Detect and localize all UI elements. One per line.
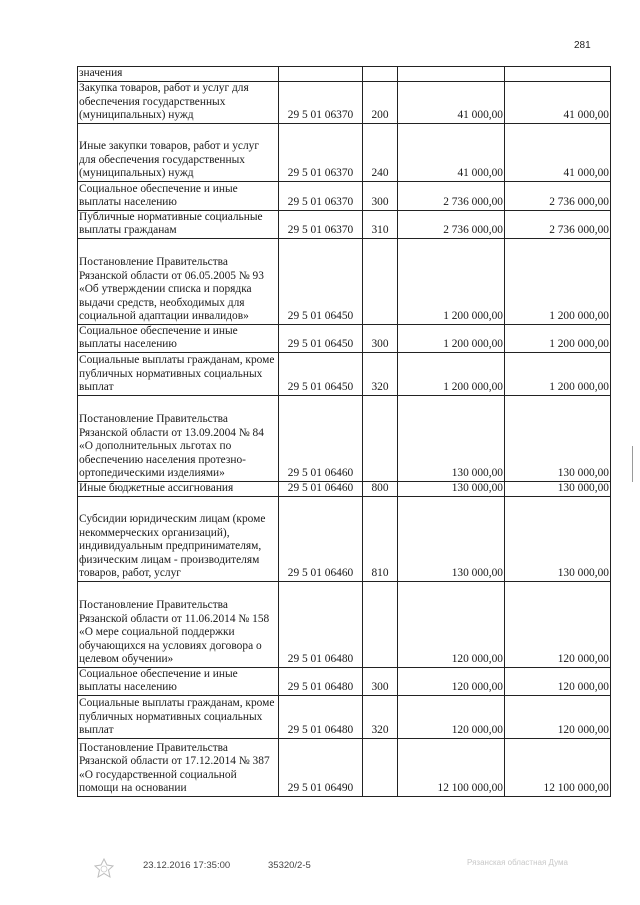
row-expense-type: 320 bbox=[363, 695, 398, 738]
row-amount-1: 130 000,00 bbox=[398, 481, 505, 496]
row-amount-1: 1 200 000,00 bbox=[398, 352, 505, 395]
row-amount-2: 1 200 000,00 bbox=[505, 324, 611, 352]
footer-document-code: 35320/2-5 bbox=[268, 860, 311, 871]
row-expense-type: 200 bbox=[363, 81, 398, 123]
row-amount-2: 120 000,00 bbox=[505, 667, 611, 695]
row-amount-2: 130 000,00 bbox=[505, 481, 611, 496]
row-expense-type: 320 bbox=[363, 352, 398, 395]
row-amount-1: 2 736 000,00 bbox=[398, 181, 505, 210]
row-target-code: 29 5 01 06460 bbox=[279, 395, 363, 481]
row-expense-type: 310 bbox=[363, 210, 398, 238]
row-amount-1: 120 000,00 bbox=[398, 581, 505, 667]
row-name: Постановление Правительства Рязанской области от 11.06.2014 № 158 «О мере социальной поддержки обучающихся на условиях договора о целевом обучении» bbox=[78, 581, 279, 667]
row-target-code: 29 5 01 06460 bbox=[279, 481, 363, 496]
table-body bbox=[78, 67, 611, 797]
table-row bbox=[78, 67, 611, 82]
row-expense-type: 300 bbox=[363, 667, 398, 695]
row-amount-1: 130 000,00 bbox=[398, 496, 505, 581]
row-expense-type bbox=[363, 581, 398, 667]
row-amount-2: 120 000,00 bbox=[505, 695, 611, 738]
row-target-code: 29 5 01 06450 bbox=[279, 238, 363, 324]
row-amount-1: 1 200 000,00 bbox=[398, 324, 505, 352]
row-expense-type: 300 bbox=[363, 324, 398, 352]
row-target-code bbox=[279, 67, 363, 82]
row-amount-2: 41 000,00 bbox=[505, 81, 611, 123]
row-expense-type bbox=[363, 67, 398, 82]
table-row bbox=[78, 667, 611, 695]
row-expense-type: 800 bbox=[363, 481, 398, 496]
row-amount-2: 41 000,00 bbox=[505, 123, 611, 181]
row-target-code: 29 5 01 06370 bbox=[279, 210, 363, 238]
row-expense-type bbox=[363, 395, 398, 481]
row-expense-type bbox=[363, 238, 398, 324]
table-row bbox=[78, 581, 611, 667]
row-name: Социальное обеспечение и иные выплаты населению bbox=[78, 667, 279, 695]
row-amount-1 bbox=[398, 67, 505, 82]
row-amount-1: 120 000,00 bbox=[398, 667, 505, 695]
row-target-code: 29 5 01 06480 bbox=[279, 667, 363, 695]
row-amount-1: 120 000,00 bbox=[398, 695, 505, 738]
table-row bbox=[78, 352, 611, 395]
table-row bbox=[78, 181, 611, 210]
row-expense-type bbox=[363, 738, 398, 796]
row-amount-2: 130 000,00 bbox=[505, 496, 611, 581]
row-name: Публичные нормативные социальные выплаты гражданам bbox=[78, 210, 279, 238]
row-name: Субсидии юридическим лицам (кроме некоммерческих организаций), индивидуальным предпринимателям, физическим лицам - производителям товаров, работ, услуг bbox=[78, 496, 279, 581]
scan-artifact bbox=[632, 446, 633, 482]
row-target-code: 29 5 01 06480 bbox=[279, 581, 363, 667]
row-name: Постановление Правительства Рязанской области от 17.12.2014 № 387 «О государственной социальной помощи на основании bbox=[78, 738, 279, 796]
row-name: Социальное обеспечение и иные выплаты населению bbox=[78, 181, 279, 210]
row-amount-2: 130 000,00 bbox=[505, 395, 611, 481]
row-name: значения bbox=[78, 67, 279, 82]
row-name: Постановление Правительства Рязанской области от 13.09.2004 № 84 «О дополнительных льготах по обеспечению населения протезно-ортопедическими изделиями» bbox=[78, 395, 279, 481]
row-amount-2: 2 736 000,00 bbox=[505, 210, 611, 238]
table-row bbox=[78, 81, 611, 123]
emblem-icon bbox=[92, 858, 116, 880]
row-target-code: 29 5 01 06460 bbox=[279, 496, 363, 581]
row-name: Закупка товаров, работ и услуг для обеспечения государственных (муниципальных) нужд bbox=[78, 81, 279, 123]
row-amount-1: 41 000,00 bbox=[398, 81, 505, 123]
table-row bbox=[78, 695, 611, 738]
row-target-code: 29 5 01 06370 bbox=[279, 181, 363, 210]
table-row bbox=[78, 738, 611, 796]
row-expense-type: 300 bbox=[363, 181, 398, 210]
row-expense-type: 810 bbox=[363, 496, 398, 581]
budget-table bbox=[77, 66, 611, 797]
row-name: Социальные выплаты гражданам, кроме публичных нормативных социальных выплат bbox=[78, 352, 279, 395]
table-row bbox=[78, 123, 611, 181]
row-amount-1: 41 000,00 bbox=[398, 123, 505, 181]
row-target-code: 29 5 01 06450 bbox=[279, 352, 363, 395]
row-amount-1: 12 100 000,00 bbox=[398, 738, 505, 796]
row-target-code: 29 5 01 06370 bbox=[279, 123, 363, 181]
table-row bbox=[78, 496, 611, 581]
row-amount-1: 1 200 000,00 bbox=[398, 238, 505, 324]
row-amount-2 bbox=[505, 67, 611, 82]
row-target-code: 29 5 01 06490 bbox=[279, 738, 363, 796]
row-name: Постановление Правительства Рязанской области от 06.05.2005 № 93 «Об утверждении списка и порядка выдачи средств, необходимых для социальной адаптации инвалидов» bbox=[78, 238, 279, 324]
row-name: Социальное обеспечение и иные выплаты населению bbox=[78, 324, 279, 352]
row-expense-type: 240 bbox=[363, 123, 398, 181]
row-amount-2: 1 200 000,00 bbox=[505, 238, 611, 324]
row-name: Иные бюджетные ассигнования bbox=[78, 481, 279, 496]
row-amount-2: 120 000,00 bbox=[505, 581, 611, 667]
table-row bbox=[78, 395, 611, 481]
row-amount-2: 2 736 000,00 bbox=[505, 181, 611, 210]
row-target-code: 29 5 01 06370 bbox=[279, 81, 363, 123]
table-row bbox=[78, 481, 611, 496]
row-amount-2: 1 200 000,00 bbox=[505, 352, 611, 395]
row-amount-2: 12 100 000,00 bbox=[505, 738, 611, 796]
row-name: Иные закупки товаров, работ и услуг для обеспечения государственных (муниципальных) нужд bbox=[78, 123, 279, 181]
row-amount-1: 130 000,00 bbox=[398, 395, 505, 481]
table-row bbox=[78, 324, 611, 352]
row-target-code: 29 5 01 06450 bbox=[279, 324, 363, 352]
table-row bbox=[78, 210, 611, 238]
row-name: Социальные выплаты гражданам, кроме публичных нормативных социальных выплат bbox=[78, 695, 279, 738]
page-number: 281 bbox=[574, 40, 591, 51]
row-target-code: 29 5 01 06480 bbox=[279, 695, 363, 738]
footer-stamp: Рязанская областная Дума bbox=[467, 858, 568, 867]
row-amount-1: 2 736 000,00 bbox=[398, 210, 505, 238]
footer-date: 23.12.2016 17:35:00 bbox=[143, 860, 231, 871]
table-row bbox=[78, 238, 611, 324]
